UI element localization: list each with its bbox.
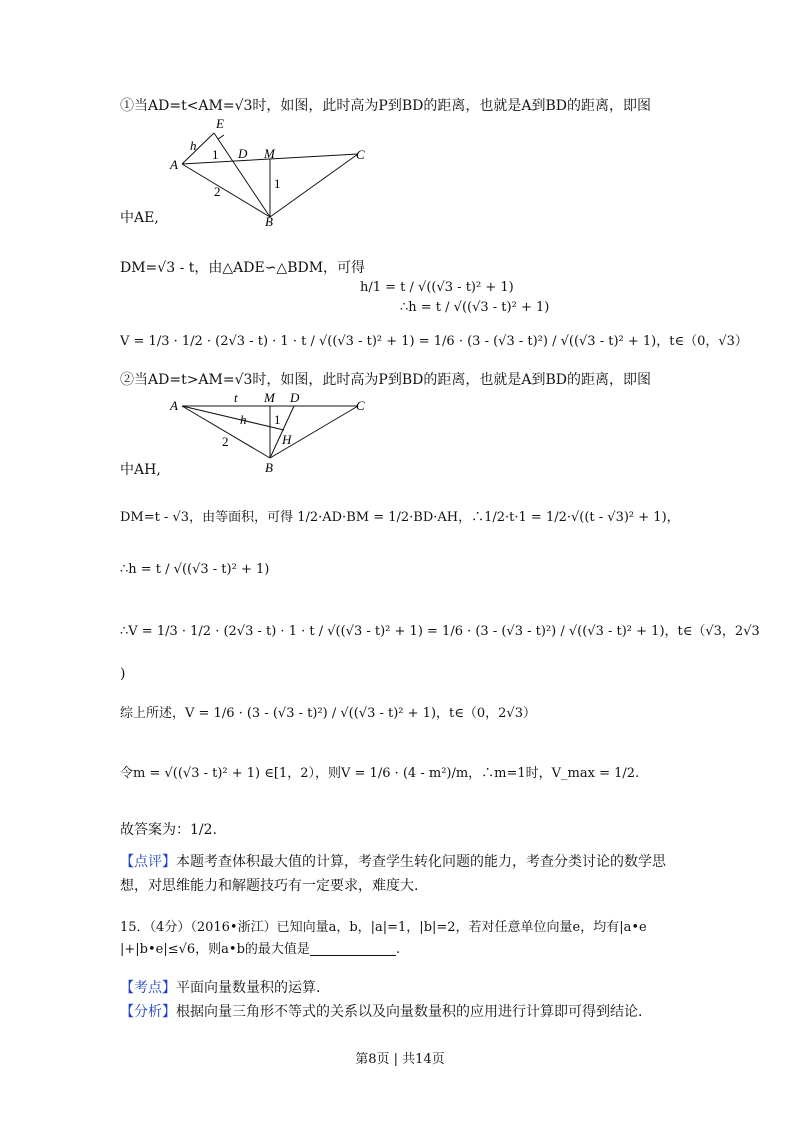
fenxi-tag: 【分析】 — [120, 1004, 176, 1020]
answer-blank — [310, 941, 396, 956]
label-h: h — [190, 138, 197, 153]
label2-t: t — [234, 390, 238, 405]
case1-intro: ①当AD=t<AM=√3时，如图，此时高为P到BD的距离，也就是A到BD的距离，即图 — [120, 98, 651, 114]
label-D: D — [238, 146, 248, 161]
q15-line1: 15．（4分）（2016•浙江）已知向量a，b，|a|=1，|b|=2，若对任意单位向量e，均有|a•e — [120, 920, 647, 935]
label-A: A — [170, 157, 178, 172]
case1-h-eq: h/1 = t / √((√3 - t)² + 1) — [360, 280, 514, 295]
label2-C: C — [356, 398, 365, 413]
case2-v-close: ) — [120, 666, 126, 682]
case2-intro: ②当AD=t>AM=√3时，如图，此时高为P到BD的距离，也就是A到BD的距离，即图 — [120, 372, 651, 388]
kaodian-line — [120, 978, 320, 998]
comment-line1 — [120, 852, 666, 872]
label2-H: H — [282, 432, 292, 447]
fenxi-text: 根据向量三角形不等式的关系以及向量数量积的应用进行计算即可得到结论. — [176, 1004, 643, 1020]
label-one-mid: 1 — [274, 176, 281, 191]
comment-text1: 本题考查体积最大值的计算，考查学生转化问题的能力，考查分类讨论的数学思 — [176, 854, 666, 870]
summary: 综上所述，V = 1/6 · (3 - (√3 - t)²) / √((√3 - t)² + 1)，t∈（0，2√3） — [120, 706, 536, 721]
label2-A: A — [170, 398, 178, 413]
case2-v-formula: ∴V = 1/3 · 1/2 · (2√3 - t) · 1 · t / √((√3 - t)² + 1) = 1/6 · (3 - (√3 - t)²) / √((√3 - t)² + 1)，t∈（√3，2√3 — [120, 624, 760, 639]
label-C: C — [356, 147, 365, 162]
substitution: 令m = √((√3 - t)² + 1) ∈[1，2），则V = 1/6 · (4 - m²)/m，∴m=1时，V_max = 1/2. — [120, 766, 640, 781]
page-footer: 第8页 | 共14页 — [355, 1052, 445, 1067]
q15-line2 — [120, 940, 400, 960]
label2-two: 2 — [222, 434, 229, 449]
comment-line2: 想，对思维能力和解题技巧有一定要求，难度大. — [120, 878, 419, 894]
q15-line2-text: |+|b•e|≤√6，则a•b的最大值是 — [120, 942, 310, 957]
case1-tail: 中AE, — [120, 210, 159, 226]
label2-M: M — [264, 390, 275, 405]
label2-h: h — [240, 412, 247, 427]
case1-diagram — [168, 114, 378, 226]
label-B: B — [265, 214, 273, 226]
label-M: M — [264, 146, 275, 161]
case2-diagram — [168, 390, 378, 476]
kaodian-tag: 【考点】 — [120, 980, 176, 996]
kaodian-text: 平面向量数量积的运算. — [176, 980, 321, 996]
case2-tail: 中AH, — [120, 462, 161, 478]
label2-D: D — [290, 390, 300, 405]
comment-tag: 【点评】 — [120, 854, 176, 870]
case2-h-result: ∴h = t / √((√3 - t)² + 1) — [120, 562, 270, 577]
case1-v-formula: V = 1/3 · 1/2 · (2√3 - t) · 1 · t / √((√3 - t)² + 1) = 1/6 · (3 - (√3 - t)²) / √((√3 - t)² + 1)，t∈（0，√3） — [120, 334, 748, 349]
label2-one: 1 — [274, 412, 281, 427]
answer: 故答案为：1/2. — [120, 822, 217, 838]
q15-line2-end: . — [395, 942, 401, 957]
label-two: 2 — [214, 184, 221, 199]
case1-dm: DM=√3 - t，由△ADE∽△BDM，可得 — [120, 260, 366, 276]
case2-dm: DM=t - √3，由等面积，可得 1/2·AD·BM = 1/2·BD·AH，∴1/2·t·1 = 1/2·√((t - √3)² + 1)， — [120, 510, 680, 525]
label2-B: B — [265, 460, 273, 475]
label-one-top: 1 — [212, 147, 219, 162]
case1-h-result: ∴h = t / √((√3 - t)² + 1) — [400, 300, 550, 315]
label-E: E — [216, 116, 224, 131]
fenxi-line — [120, 1002, 642, 1022]
